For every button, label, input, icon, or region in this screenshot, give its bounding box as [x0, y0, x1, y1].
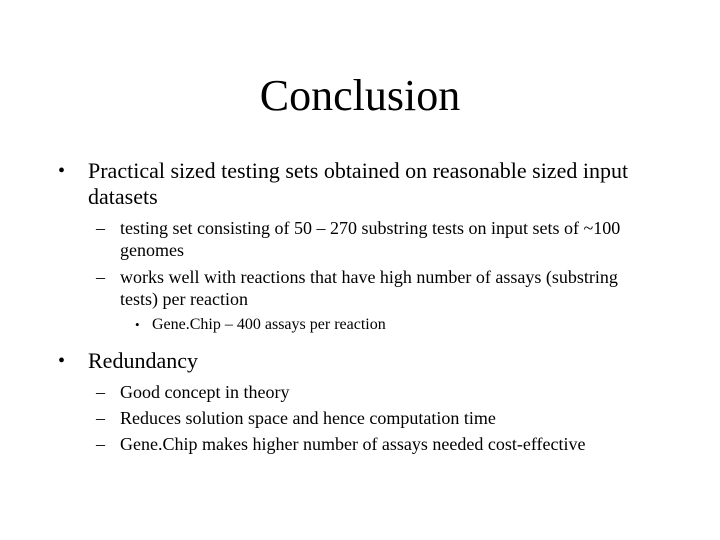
subsubbullet-genechip-assays — [135, 315, 632, 335]
bullet-text: Redundancy — [88, 348, 198, 373]
dash-marker: – — [96, 382, 105, 402]
dash-marker: – — [96, 434, 105, 454]
subbullet-testing-set-size — [96, 217, 640, 261]
subbullet-works-well — [96, 266, 640, 310]
dash-marker: – — [96, 267, 105, 287]
slide-title: Conclusion — [259, 71, 461, 120]
subbullet-text: works well with reactions that have high number of assays (substring tests) per reaction — [120, 267, 618, 309]
subbullet-reduces-space — [96, 407, 640, 429]
subbullet-text: Good concept in theory — [120, 382, 290, 402]
subbullet-cost-effective — [96, 433, 640, 455]
subbullet-text: Gene.Chip makes higher number of assays needed cost-effective — [120, 434, 586, 454]
bullet-text: Practical sized testing sets obtained on reasonable sized input datasets — [88, 158, 629, 209]
subbullet-text: testing set consisting of 50 – 270 substring tests on input sets of ~100 genomes — [120, 218, 621, 260]
subsubbullet-text: Gene.Chip – 400 assays per reaction — [152, 316, 386, 333]
bullet-marker: • — [58, 160, 66, 182]
subbullet-good-concept — [96, 381, 640, 403]
dash-marker: – — [96, 408, 105, 428]
bullet-practical-testing-sets — [58, 158, 648, 210]
bullet-marker: • — [58, 350, 66, 372]
bullet-redundancy — [58, 348, 648, 374]
bullet-marker: • — [135, 317, 140, 332]
dash-marker: – — [96, 218, 105, 238]
slide-content — [0, 158, 720, 455]
subbullet-text: Reduces solution space and hence computation time — [120, 408, 496, 428]
